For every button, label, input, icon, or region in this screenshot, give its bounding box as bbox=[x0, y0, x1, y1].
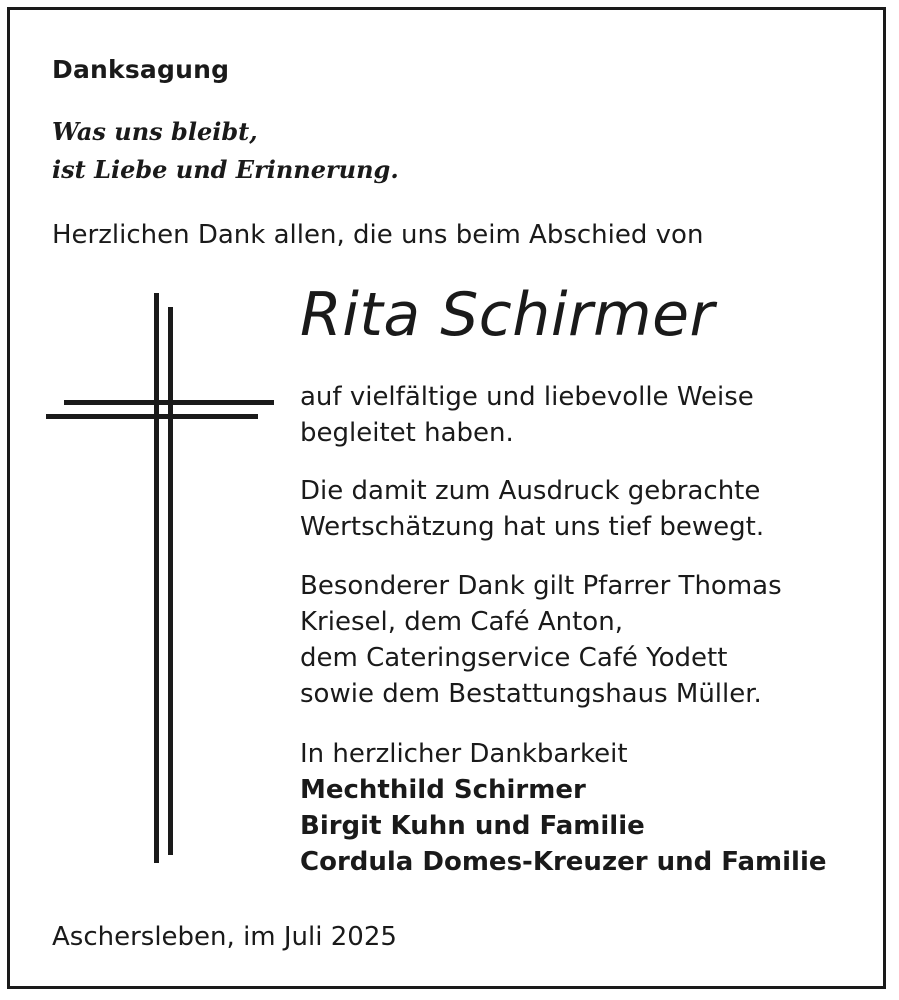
closing-block bbox=[300, 736, 827, 880]
thanks-paragraph-3 bbox=[300, 568, 782, 712]
deceased-name: Rita Schirmer bbox=[300, 280, 715, 350]
paragraph-3-line-2: Kriesel, dem Café Anton, bbox=[300, 607, 623, 637]
paragraph-3-line-4: sowie dem Bestattungshaus Müller. bbox=[300, 679, 762, 709]
notice-heading: Danksagung bbox=[52, 55, 230, 84]
closing-line: In herzlicher Dankbarkeit bbox=[300, 739, 628, 769]
paragraph-1-line-2: begleitet haben. bbox=[300, 418, 514, 448]
signatory: Birgit Kuhn und Familie bbox=[300, 811, 645, 841]
intro-text: Herzlichen Dank allen, die uns beim Abschied von bbox=[52, 220, 704, 250]
paragraph-3-line-1: Besonderer Dank gilt Pfarrer Thomas bbox=[300, 571, 782, 601]
thanks-paragraph-2 bbox=[300, 473, 764, 545]
cross-icon bbox=[40, 285, 280, 885]
paragraph-2-line-2: Wertschätzung hat uns tief bewegt. bbox=[300, 512, 765, 542]
thanks-paragraph-1 bbox=[300, 379, 754, 451]
signatory: Cordula Domes-Kreuzer und Familie bbox=[300, 847, 827, 877]
motto-line-1: Was uns bleibt, bbox=[52, 117, 258, 146]
motto bbox=[52, 113, 399, 189]
paragraph-1-line-1: auf vielfältige und liebevolle Weise bbox=[300, 382, 754, 412]
paragraph-2-line-1: Die damit zum Ausdruck gebrachte bbox=[300, 476, 761, 506]
motto-line-2: ist Liebe und Erinnerung. bbox=[52, 155, 399, 184]
paragraph-3-line-3: dem Cateringservice Café Yodett bbox=[300, 643, 728, 673]
place-and-date: Aschersleben, im Juli 2025 bbox=[52, 922, 397, 952]
signatory: Mechthild Schirmer bbox=[300, 775, 586, 805]
